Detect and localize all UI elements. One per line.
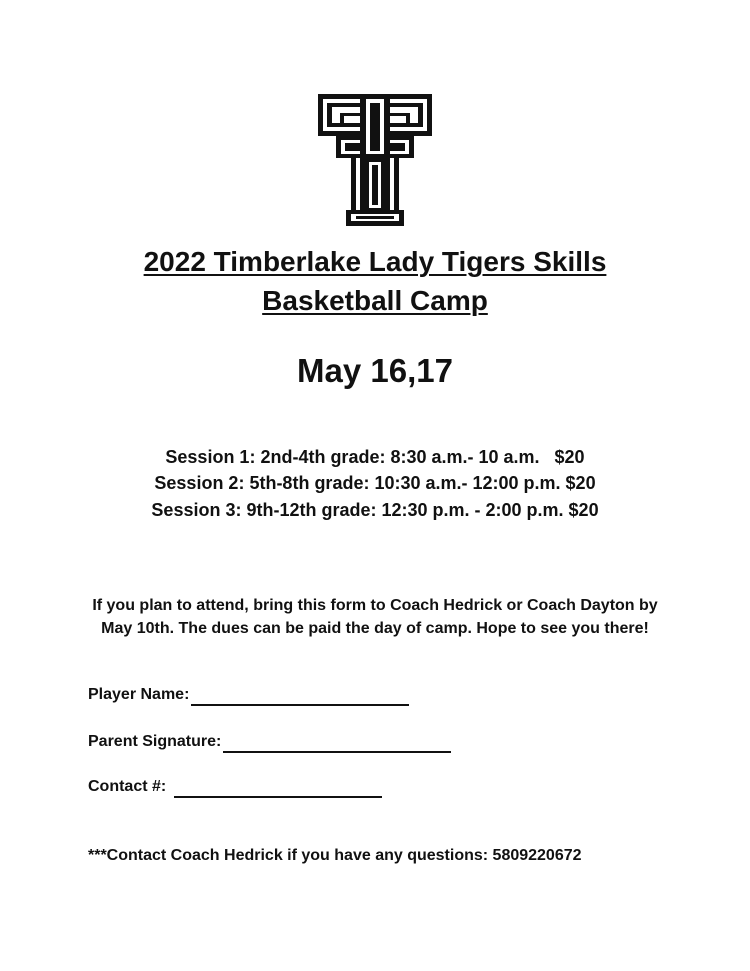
contact-number-label: Contact #: — [88, 778, 167, 795]
session-1: Session 1: 2nd-4th grade: 8:30 a.m.- 10 a.m. $20 — [165, 447, 585, 467]
title-line-2: Basketball Camp — [262, 285, 488, 316]
session-2: Session 2: 5th-8th grade: 10:30 a.m.- 12:00 p.m. $20 — [154, 473, 596, 493]
attendance-info: If you plan to attend, bring this form to Coach Hedrick or Coach Dayton by May 10th. The dues can be paid the day of camp. Hope to see you there! — [92, 597, 658, 637]
contact-number-field[interactable] — [88, 776, 382, 798]
player-name-label: Player Name: — [88, 686, 190, 703]
camp-dates: May 16,17 — [297, 352, 453, 389]
player-name-line[interactable] — [191, 688, 409, 706]
parent-signature-line[interactable] — [223, 735, 451, 753]
title-line-1: 2022 Timberlake Lady Tigers Skills — [143, 246, 607, 277]
parent-signature-field[interactable] — [88, 731, 451, 753]
player-name-field[interactable] — [88, 684, 409, 706]
contact-note: ***Contact Coach Hedrick if you have any questions: 5809220672 — [88, 847, 582, 864]
parent-signature-label: Parent Signature: — [88, 733, 222, 750]
double-t-logo — [316, 92, 434, 228]
contact-number-line[interactable] — [174, 780, 382, 798]
session-3: Session 3: 9th-12th grade: 12:30 p.m. - 2:00 p.m. $20 — [151, 500, 599, 520]
